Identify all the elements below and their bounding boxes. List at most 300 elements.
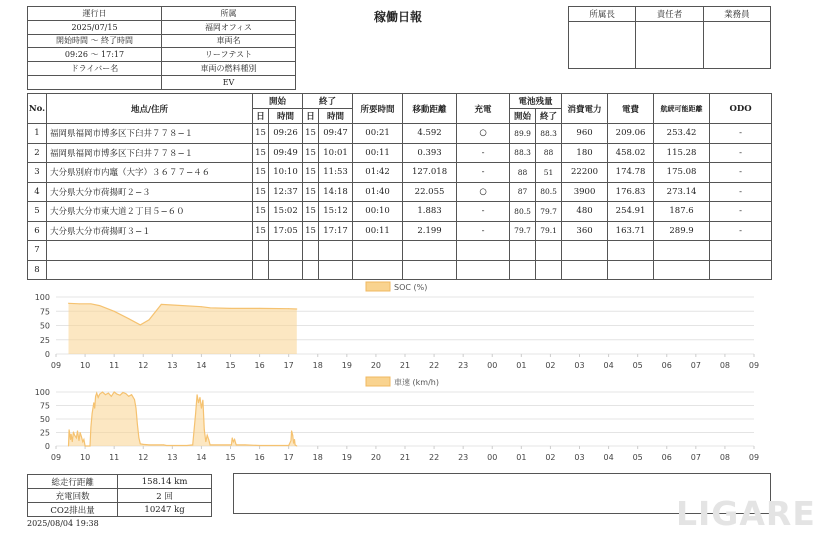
col-cost: 電費 [608,94,654,124]
data-point [210,307,211,308]
row-start-day [253,260,269,280]
data-point [94,408,95,409]
legend-swatch [366,377,390,386]
row-end-day: 15 [303,221,319,241]
row-no: 1 [28,124,47,144]
y-tick-label: 75 [39,401,50,411]
row-odo: - [710,221,772,241]
data-point [122,392,123,393]
row-place: 福岡県福岡市博多区下臼井７７８−１ [47,124,253,144]
data-point [161,304,162,305]
x-tick-label: 09 [50,453,62,462]
col-range: 航続可能距離 [654,94,710,124]
x-tick-label: 10 [79,453,91,462]
driver-label: ドライバー名 [28,62,162,76]
row-battery-start [510,260,536,280]
row-battery-end: 80.5 [536,182,562,202]
data-point [161,444,162,445]
row-duration: 01:40 [353,182,403,202]
data-point [192,444,193,445]
data-point [235,443,236,444]
row-end-time [319,241,353,261]
row-duration: 00:10 [353,202,403,222]
row-start-time: 10:10 [269,163,303,183]
driver-value [28,75,162,89]
row-place: 福岡県福岡市博多区下臼井７７８−１ [47,143,253,163]
col-no: No. [28,94,47,124]
responsible-stamp-box [636,22,703,69]
manager-stamp-box [569,22,636,69]
row-odo: - [710,182,772,202]
x-tick-label: 15 [225,453,236,462]
row-end-time [319,260,353,280]
x-tick-label: 02 [545,453,556,462]
data-point [68,303,69,304]
data-point [232,437,233,438]
data-point [274,445,275,446]
table-row [28,182,772,202]
row-start-time: 09:49 [269,143,303,163]
data-point [98,397,99,398]
vehicle-value: リーフテスト [162,48,296,62]
table-row [28,143,772,163]
time-range-value: 09:26 ～ 17:17 [28,48,162,62]
row-odo [710,241,772,261]
row-battery-start: 87 [510,182,536,202]
row-end-time: 11:53 [319,163,353,183]
op-date-value: 2025/07/15 [28,20,162,34]
row-range: 187.6 [654,202,710,222]
row-no: 4 [28,182,47,202]
data-point [292,435,293,436]
x-tick-label: 15 [225,361,236,370]
col-duration: 所要時間 [353,94,403,124]
responsible-label: 責任者 [636,7,703,22]
row-battery-start: 80.5 [510,202,536,222]
row-distance: 0.393 [403,143,457,163]
row-end-day [303,260,319,280]
data-point [70,439,71,440]
data-point [140,443,141,444]
row-end-time: 10:01 [319,143,353,163]
data-point [81,436,82,437]
data-point [73,431,74,432]
x-tick-label: 10 [79,361,91,370]
x-tick-label: 14 [196,453,207,462]
row-cost: 458.02 [608,143,654,163]
row-distance [403,260,457,280]
data-point [197,394,198,395]
data-point [99,305,100,306]
co2-value: 10247 kg [118,503,212,517]
staff-stamp-box [703,22,770,69]
data-point [233,441,234,442]
x-tick-label: 08 [719,361,731,370]
row-battery-start: 88.3 [510,143,536,163]
x-tick-label: 21 [399,453,411,462]
x-tick-label: 18 [312,453,323,462]
row-end-time: 15:12 [319,202,353,222]
x-tick-label: 13 [167,453,178,462]
data-point [296,446,297,447]
row-duration: 00:11 [353,221,403,241]
row-distance: 127.018 [403,163,457,183]
row-battery-start: 79.7 [510,221,536,241]
y-tick-label: 75 [39,307,50,317]
row-battery-end [536,241,562,261]
row-start-day: 15 [253,182,269,202]
data-point [82,441,83,442]
x-tick-label: 06 [661,361,672,370]
y-tick-label: 25 [39,428,50,438]
data-point [68,446,69,447]
data-point [207,435,208,436]
x-tick-label: 00 [487,361,498,370]
row-odo: - [710,124,772,144]
row-charge: - [457,221,510,241]
data-point [163,444,164,445]
row-start-day: 15 [253,202,269,222]
row-cost [608,260,654,280]
x-tick-label: 18 [312,361,323,370]
row-no: 3 [28,163,47,183]
row-battery-end: 79.1 [536,221,562,241]
row-distance: 1.883 [403,202,457,222]
row-start-time: 09:26 [269,124,303,144]
row-end-day [303,241,319,261]
y-tick-label: 25 [39,335,50,345]
soc-chart-svg [22,280,762,376]
data-point [128,318,129,319]
data-point [77,430,78,431]
row-range: 115.28 [654,143,710,163]
data-point [202,400,203,401]
co2-label: CO2排出量 [28,503,118,517]
total-distance-label: 総走行距離 [28,475,118,489]
row-power: 360 [562,221,608,241]
row-start-time [269,260,303,280]
row-cost: 209.06 [608,124,654,144]
data-point [92,413,93,414]
row-odo: - [710,202,772,222]
data-point [186,445,187,446]
row-distance [403,241,457,261]
data-point [149,319,150,320]
time-range-label: 開始時間 ～ 終了時間 [28,34,162,48]
row-power: 180 [562,143,608,163]
row-place [47,241,253,261]
col-start: 開始 [253,94,303,109]
table-row [28,241,772,261]
x-tick-label: 11 [109,361,120,370]
row-duration: 00:11 [353,143,403,163]
data-point [294,439,295,440]
row-charge: - [457,143,510,163]
op-date-label: 運行日 [28,7,162,21]
trip-table [27,93,772,280]
row-place: 大分県大分市荷揚町３−１ [47,221,253,241]
total-distance-value: 158.14 km [118,475,212,489]
col-place: 地点/住所 [47,94,253,124]
data-point [201,408,202,409]
data-point [128,396,129,397]
row-cost: 163.71 [608,221,654,241]
data-point [135,408,136,409]
data-point [172,304,173,305]
data-point [69,429,70,430]
data-point [296,308,297,309]
data-point [108,393,109,394]
row-battery-start: 88 [510,163,536,183]
data-point [210,444,211,445]
manager-label: 所属長 [569,7,636,22]
fuel-value: EV [162,75,296,89]
row-range: 175.08 [654,163,710,183]
data-point [208,439,209,440]
data-point [74,435,75,436]
data-point [90,303,91,304]
y-tick-label: 100 [34,293,50,302]
row-start-day: 15 [253,221,269,241]
x-tick-label: 05 [632,453,643,462]
data-point [195,413,196,414]
row-end-day: 15 [303,182,319,202]
row-distance: 4.592 [403,124,457,144]
row-end-day: 15 [303,124,319,144]
row-start-time [269,241,303,261]
data-point [288,445,289,446]
row-battery-end: 51 [536,163,562,183]
x-tick-label: 23 [458,453,469,462]
table-row [28,163,772,183]
x-tick-label: 03 [574,453,585,462]
col-start-day: 日 [253,109,269,124]
row-battery-end [536,260,562,280]
x-tick-label: 09 [748,361,760,370]
row-end-time: 09:47 [319,124,353,144]
x-tick-label: 07 [690,361,701,370]
x-tick-label: 16 [254,361,265,370]
x-tick-label: 03 [574,361,585,370]
row-charge: ○ [457,124,510,144]
data-point [166,445,167,446]
row-cost: 254.91 [608,202,654,222]
data-point [138,437,139,438]
row-end-day: 15 [303,163,319,183]
data-point [119,395,120,396]
data-point [199,397,200,398]
row-end-time: 14:18 [319,182,353,202]
summary-table [27,474,212,517]
data-point [291,430,292,431]
data-point [71,434,72,435]
row-end-time: 17:17 [319,221,353,241]
table-row [28,221,772,241]
data-point [117,394,118,395]
table-row [28,202,772,222]
row-range [654,260,710,280]
data-point [105,394,106,395]
speed-chart-svg [22,375,762,468]
row-start-day: 15 [253,143,269,163]
row-battery-end: 88.3 [536,124,562,144]
x-tick-label: 04 [603,361,614,370]
row-power: 480 [562,202,608,222]
y-tick-label: 0 [44,350,50,359]
data-point [134,399,135,400]
row-cost: 174.78 [608,163,654,183]
charge-count-value: 2 回 [118,489,212,503]
row-cost: 176.83 [608,182,654,202]
row-start-day: 15 [253,163,269,183]
row-no: 2 [28,143,47,163]
watermark-logo: LIGARE [676,494,816,533]
row-no: 5 [28,202,47,222]
x-tick-label: 09 [50,361,62,370]
table-row [28,124,772,144]
x-tick-label: 07 [690,453,701,462]
row-charge: - [457,202,510,222]
y-tick-label: 50 [39,415,50,424]
row-power: 3900 [562,182,608,202]
row-duration [353,241,403,261]
data-point [137,424,138,425]
row-charge [457,260,510,280]
staff-label: 業務員 [703,7,770,22]
data-point [231,444,232,445]
vehicle-label: 車両名 [162,34,296,48]
x-tick-label: 00 [487,453,498,462]
data-point [85,446,86,447]
x-tick-label: 06 [661,453,672,462]
col-end-time: 時間 [319,109,353,124]
soc-chart [22,280,762,376]
charge-count-label: 充電回数 [28,489,118,503]
approval-stamp-table [568,6,771,69]
row-place: 大分県大分市東大道２丁目５−６０ [47,202,253,222]
col-end: 終了 [303,94,353,109]
x-tick-label: 04 [603,453,614,462]
data-point [293,443,294,444]
data-point [93,402,94,403]
data-point [295,444,296,445]
x-tick-label: 09 [748,453,760,462]
series-area [69,303,297,354]
row-battery-start: 89.9 [510,124,536,144]
x-tick-label: 19 [341,453,352,462]
row-power: 960 [562,124,608,144]
col-end-day: 日 [303,109,319,124]
row-place: 大分県別府市内竈（大字）３６７７−４６ [47,163,253,183]
row-power [562,260,608,280]
data-point [72,441,73,442]
data-point [90,446,91,447]
data-point [149,444,150,445]
row-no: 6 [28,221,47,241]
col-power: 消費電力 [562,94,608,124]
row-range [654,241,710,261]
row-battery-start [510,241,536,261]
x-tick-label: 22 [428,453,440,462]
row-end-day: 15 [303,202,319,222]
col-battery-end: 終了 [536,109,562,124]
print-date: 2025/08/04 19:38 [27,519,99,528]
row-battery-end: 88 [536,143,562,163]
x-tick-label: 05 [632,361,643,370]
col-odo: ODO [710,94,772,124]
row-start-time: 15:02 [269,202,303,222]
y-tick-label: 100 [34,388,50,397]
data-point [114,311,115,312]
data-point [78,440,79,441]
x-tick-label: 20 [370,361,382,370]
data-point [230,308,231,309]
y-tick-label: 0 [44,442,50,451]
office-label: 所属 [162,7,296,21]
data-point [245,444,246,445]
data-point [140,324,141,325]
data-point [76,437,77,438]
data-point [114,392,115,393]
data-point [96,393,97,394]
x-tick-label: 11 [109,453,120,462]
row-duration: 01:42 [353,163,403,183]
row-start-day: 15 [253,124,269,144]
x-tick-label: 12 [138,453,149,462]
row-charge: ○ [457,182,510,202]
row-start-day [253,241,269,261]
data-point [83,439,84,440]
row-range: 253.42 [654,124,710,144]
x-tick-label: 20 [370,453,382,462]
x-tick-label: 14 [196,361,207,370]
row-distance: 22.055 [403,182,457,202]
row-end-day: 15 [303,143,319,163]
legend-label: 車速 (km/h) [394,378,439,387]
x-tick-label: 02 [545,361,556,370]
data-point [198,402,199,403]
x-tick-label: 16 [254,453,265,462]
row-charge: - [457,163,510,183]
data-point [125,393,126,394]
data-point [259,445,260,446]
row-no: 8 [28,260,47,280]
data-point [99,394,100,395]
legend-swatch [366,282,390,291]
data-point [131,394,132,395]
x-tick-label: 19 [341,361,352,370]
col-distance: 移動距離 [403,94,457,124]
row-place: 大分県大分市荷揚町２−３ [47,182,253,202]
row-duration [353,260,403,280]
row-distance: 2.199 [403,221,457,241]
data-point [80,432,81,433]
row-power: 22200 [562,163,608,183]
data-point [79,303,80,304]
row-odo [710,260,772,280]
col-charge: 充電 [457,94,510,124]
col-battery: 電池残量 [510,94,562,109]
row-start-time: 12:37 [269,182,303,202]
data-point [205,441,206,442]
data-point [181,445,182,446]
x-tick-label: 01 [516,361,527,370]
x-tick-label: 01 [516,453,527,462]
row-power [562,241,608,261]
report-info-table [27,6,296,90]
x-tick-label: 23 [458,361,469,370]
row-battery-end: 79.7 [536,202,562,222]
